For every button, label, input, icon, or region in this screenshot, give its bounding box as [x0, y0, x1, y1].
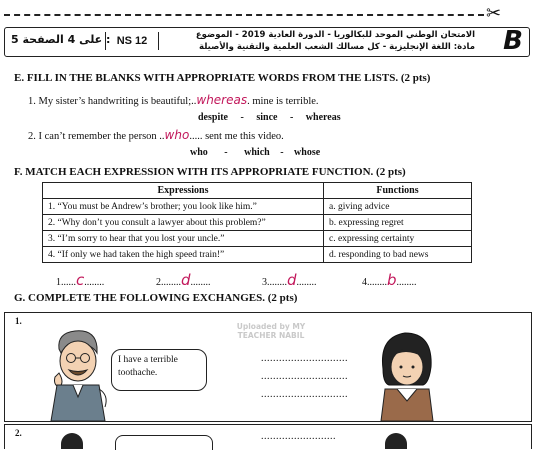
answer-number: 2. [156, 277, 164, 288]
match-answer-3: 3........d........ [262, 271, 317, 289]
figure-head [61, 433, 83, 449]
subject-code: NS 12 [105, 32, 159, 50]
column-header-functions: Functions [324, 183, 472, 199]
match-answer-4: 4........b........ [362, 271, 417, 289]
question-e1-answer[interactable]: whereas [196, 93, 248, 107]
figure-head [385, 433, 407, 449]
exchange-2-box [4, 424, 532, 449]
exam-logo: B [503, 26, 523, 56]
option-separator: - [224, 147, 228, 158]
question-e2-before: 2. I can’t remember the person .. [28, 131, 165, 142]
expression-cell: 2. “Why don’t you consult a lawyer about this problem?” [43, 215, 324, 231]
expression-cell: 3. “I’m sorry to hear that you lost your uncle.” [43, 231, 324, 247]
question-e2-options [190, 147, 320, 158]
option: since [256, 112, 278, 123]
exchange-2-number: 2. [15, 428, 22, 438]
answer-line[interactable]: ............................. [261, 371, 348, 382]
column-header-expressions: Expressions [43, 183, 324, 199]
question-e2-answer[interactable]: who [164, 128, 190, 142]
match-answer-1: 1......c........ [56, 271, 105, 289]
table-header-row [43, 183, 472, 199]
answer-value[interactable]: b [387, 271, 397, 289]
expression-cell: 1. “You must be Andrew’s brother; you look like him.” [43, 199, 324, 215]
question-e2-after: ..... sent me this video. [189, 131, 284, 142]
answer-value[interactable]: c [76, 271, 85, 289]
answer-number: 4. [362, 277, 370, 288]
scissors-icon: ✂ [486, 3, 502, 23]
match-answer-2: 2........d........ [156, 271, 211, 289]
answer-number: 1. [56, 277, 64, 288]
question-e1-options [198, 112, 341, 123]
question-e1 [28, 93, 319, 107]
answer-value[interactable]: d [181, 271, 191, 289]
answer-line[interactable]: ............................. [261, 353, 348, 364]
section-g-title: G. COMPLETE THE FOLLOWING EXCHANGES. (2 pts) [14, 292, 298, 304]
exchange-1-number: 1. [15, 316, 22, 326]
option-separator: - [280, 147, 284, 158]
question-e1-after: . mine is terrible. [247, 96, 319, 107]
woman-figure [375, 327, 437, 421]
exam-header [4, 27, 530, 57]
answer-line[interactable]: ............................. [261, 389, 348, 400]
option-separator: - [289, 112, 294, 123]
option: which [244, 147, 270, 158]
function-cell: a. giving advice [324, 199, 472, 215]
function-cell: b. expressing regret [324, 215, 472, 231]
matching-table [42, 182, 472, 263]
speech-bubble: I have a terrible toothache. [111, 349, 207, 391]
expression-cell: 4. “If only we had taken the high speed train!” [43, 247, 324, 263]
exam-title-line1: الامتحان الوطني الموحد للبكالوريا - الدورة العادية 2019 - الموضوع [195, 30, 475, 40]
table-row [43, 247, 472, 263]
option-separator: - [240, 112, 244, 123]
option: despite [198, 112, 228, 123]
cut-line [4, 14, 484, 16]
section-f-title: F. MATCH EACH EXPRESSION WITH ITS APPROPRIATE FUNCTION. (2 pts) [14, 166, 406, 178]
man-figure [45, 323, 113, 421]
exam-title [175, 29, 475, 53]
function-cell: d. responding to bad news [324, 247, 472, 263]
answer-value[interactable]: d [287, 271, 297, 289]
question-e2 [28, 128, 284, 142]
function-cell: c. expressing certainty [324, 231, 472, 247]
option: whereas [305, 112, 341, 123]
question-e1-before: 1. My sister’s handwriting is beautiful;.. [28, 96, 197, 107]
table-row [43, 231, 472, 247]
exam-title-line2: مادة: اللغة الإنجليزية - كل مسالك الشعب العلمية والتقنية والأصيلة [199, 42, 475, 52]
answer-number: 3. [262, 277, 270, 288]
section-e-title: E. FILL IN THE BLANKS WITH APPROPRIATE WORDS FROM THE LISTS. (2 pts) [14, 72, 431, 84]
table-row [43, 215, 472, 231]
watermark: Uploaded by MY TEACHER NABIL [236, 322, 306, 340]
table-row [43, 199, 472, 215]
speech-bubble [115, 435, 213, 450]
option: who [190, 147, 208, 158]
answer-line[interactable]: ......................... [261, 431, 336, 442]
page-indicator: 5 على 4 الصفحة : [11, 33, 111, 46]
option: whose [294, 147, 321, 158]
